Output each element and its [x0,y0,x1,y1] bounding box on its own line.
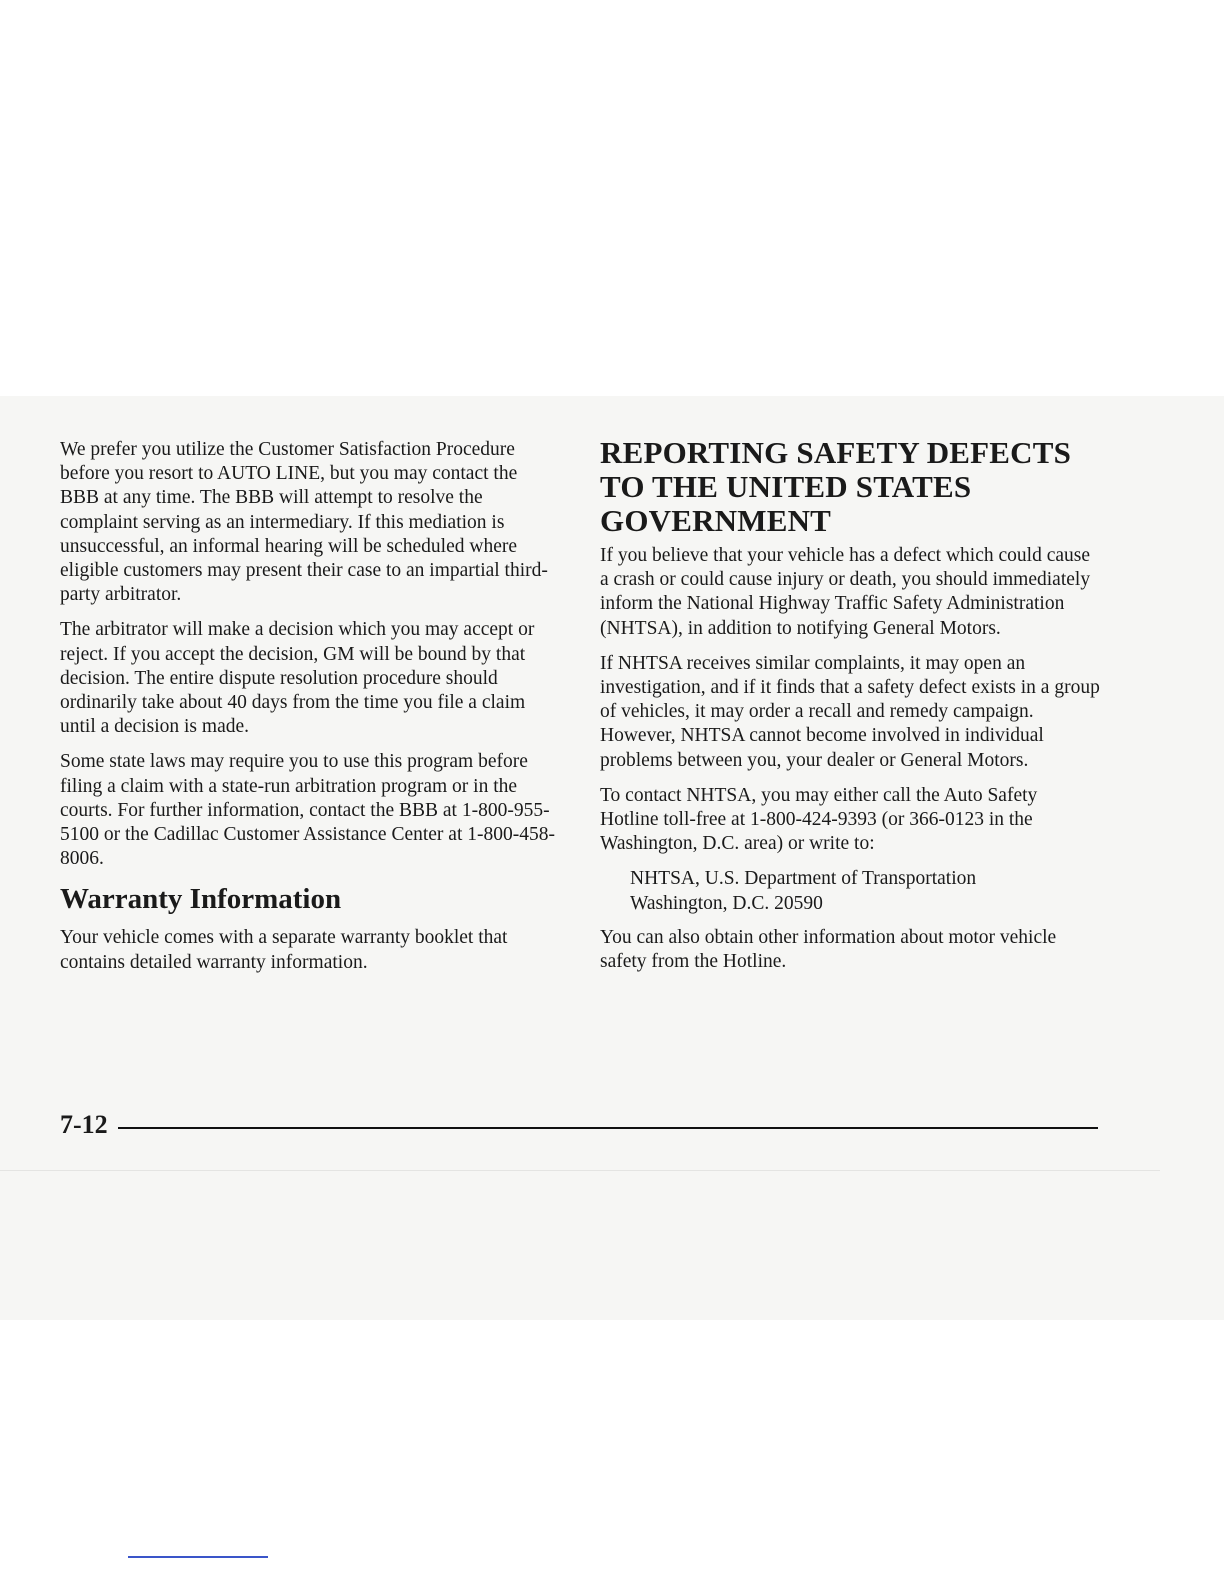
paragraph-believe-defect: If you believe that your vehicle has a defect which could cause a crash or could cause injury or death, you should immediately inform the National Highway Traffic Safety Administration (NHTSA), in addition to notifying General Motors. [600,545,1091,639]
scan-artifact-line [0,1170,1160,1171]
address-line-2: Washington, D.C. 20590 [630,892,823,914]
nhtsa-address [630,867,1100,915]
paragraph-hotline-info: You can also obtain other information about motor vehicle safety from the Hotline. [600,926,1057,973]
footer-rule [118,1127,1098,1129]
paragraph-contact-nhtsa: To contact NHTSA, you may either call the Auto Safety Hotline toll-free at 1-800-424-9393 (or 366-0123 in the Washington, D.C. area) or write to: [600,784,1038,855]
safety-defects-heading: REPORTING SAFETY DEFECTS TO THE UNITED STATES GOVERNMENT [600,435,1072,538]
paragraph-nhtsa-complaints: If NHTSA receives similar complaints, it may open an investigation, and if it finds that a safety defect exists in a group of vehicles, it may order a recall and remedy campaign. However, NHTSA cannot become involved in individual problems between you, your dealer or General Motors. [600,652,1100,771]
paragraph-arbitrator-decision: The arbitrator will make a decision which you may accept or reject. If you accept the decision, GM will be bound by that decision. The entire dispute resolution procedure should ordinarily take about 40 days from the time you file a claim until a decision is made. [60,619,535,738]
right-column [600,436,1100,985]
page-number: 7-12 [60,1110,108,1139]
scan-artifact-mark [128,1556,268,1558]
paragraph-customer-satisfaction: We prefer you utilize the Customer Satisfaction Procedure before you resort to AUTO LINE, but you may contact the BBB at any time. The BBB will attempt to resolve the complaint serving as an intermediary. If this mediation is unsuccessful, an informal hearing will be scheduled where eligible customers may present their case to an impartial third-party arbitrator. [60,439,548,606]
warranty-heading: Warranty Information [60,883,342,916]
paragraph-warranty: Your vehicle comes with a separate warranty booklet that contains detailed warranty information. [60,927,508,973]
page-footer [60,1110,1098,1140]
address-line-1: NHTSA, U.S. Department of Transportation [630,868,977,890]
paragraph-state-laws: Some state laws may require you to use this program before filing a claim with a state-run arbitration program or in the courts. For further information, contact the BBB at 1-800-955-5100 or the Cadillac Customer Assistance Center at 1-800-458-8006. [60,751,555,870]
left-column [60,438,560,986]
